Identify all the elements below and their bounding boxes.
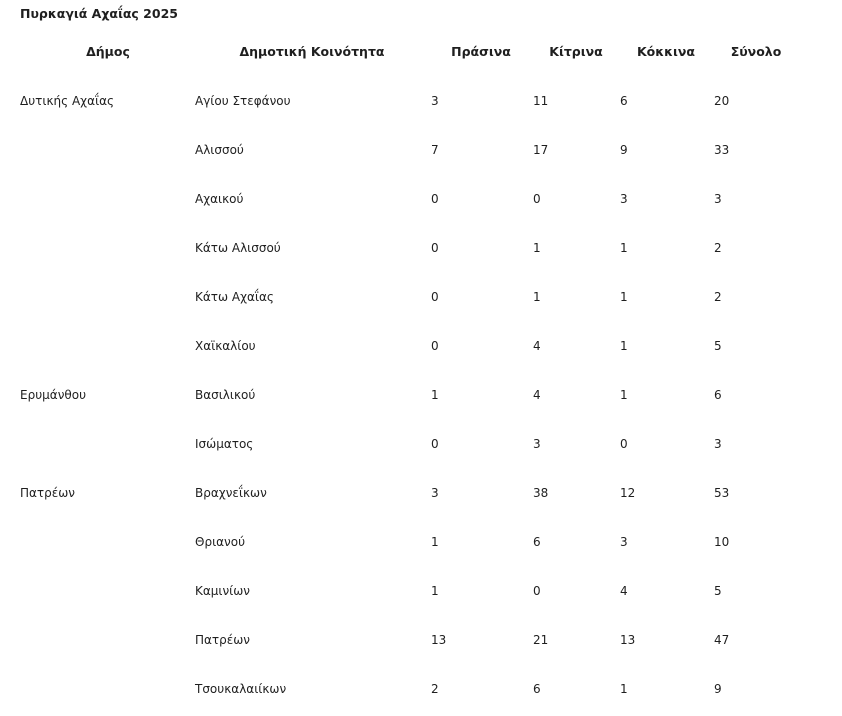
cell-koinotita: Βραχνεΐκων (195, 486, 267, 500)
cell-koinotita: Χαϊκαλίου (195, 339, 256, 353)
cell-kitrina: 6 (533, 682, 541, 696)
cell-kokkina: 13 (620, 633, 636, 647)
cell-kitrina: 4 (533, 339, 541, 353)
cell-prasina: 0 (431, 241, 439, 255)
cell-kitrina: 17 (533, 143, 549, 157)
cell-kitrina: 11 (533, 94, 549, 108)
cell-koinotita: Αχαικού (195, 192, 244, 206)
cell-prasina: 7 (431, 143, 439, 157)
cell-kokkina: 12 (620, 486, 636, 500)
cell-kokkina: 3 (620, 192, 628, 206)
cell-koinotita: Τσουκαλαιίκων (195, 682, 287, 696)
header-kitrina: Κίτρινα (549, 44, 603, 59)
cell-kitrina: 21 (533, 633, 549, 647)
header-kokkina: Κόκκινα (636, 44, 696, 59)
cell-kokkina: 1 (620, 290, 628, 304)
page-title: Πυρκαγιά Αχαΐας 2025 (20, 6, 178, 21)
header-koinotita: Δημοτική Κοινότητα (239, 44, 385, 59)
cell-prasina: 0 (431, 192, 439, 206)
cell-kitrina: 4 (533, 388, 541, 402)
cell-koinotita: Καμινίων (195, 584, 250, 598)
cell-prasina: 1 (431, 535, 439, 549)
cell-kitrina: 0 (533, 584, 541, 598)
cell-kokkina: 1 (620, 388, 628, 402)
header-prasina: Πράσινα (451, 44, 511, 59)
cell-synolo: 9 (714, 682, 722, 696)
cell-prasina: 0 (431, 290, 439, 304)
cell-kitrina: 3 (533, 437, 541, 451)
cell-kokkina: 1 (620, 339, 628, 353)
cell-koinotita: Κάτω Αχαΐας (195, 290, 274, 304)
cell-dimos: Δυτικής Αχαΐας (20, 94, 115, 108)
cell-synolo: 2 (714, 290, 722, 304)
cell-kokkina: 3 (620, 535, 628, 549)
cell-kitrina: 6 (533, 535, 541, 549)
cell-kokkina: 9 (620, 143, 628, 157)
cell-prasina: 2 (431, 682, 439, 696)
cell-synolo: 6 (714, 388, 722, 402)
cell-prasina: 3 (431, 94, 439, 108)
cell-koinotita: Πατρέων (195, 633, 251, 647)
cell-synolo: 3 (714, 192, 722, 206)
cell-synolo: 10 (714, 535, 730, 549)
header-synolo: Σύνολο (730, 44, 782, 59)
cell-synolo: 3 (714, 437, 722, 451)
cell-dimos: Πατρέων (20, 486, 76, 500)
cell-prasina: 3 (431, 486, 439, 500)
cell-koinotita: Αλισσού (195, 143, 244, 157)
cell-synolo: 5 (714, 584, 722, 598)
cell-kitrina: 38 (533, 486, 549, 500)
cell-synolo: 5 (714, 339, 722, 353)
cell-kokkina: 4 (620, 584, 628, 598)
cell-koinotita: Κάτω Αλισσού (195, 241, 281, 255)
cell-prasina: 1 (431, 584, 439, 598)
cell-kitrina: 1 (533, 290, 541, 304)
cell-synolo: 33 (714, 143, 730, 157)
cell-kokkina: 0 (620, 437, 628, 451)
cell-prasina: 1 (431, 388, 439, 402)
cell-koinotita: Θριανού (195, 535, 246, 549)
cell-synolo: 47 (714, 633, 730, 647)
header-dimos: Δήμος (86, 44, 130, 59)
cell-prasina: 13 (431, 633, 447, 647)
cell-koinotita: Βασιλικού (195, 388, 256, 402)
cell-kitrina: 0 (533, 192, 541, 206)
cell-koinotita: Ισώματος (195, 437, 254, 451)
cell-synolo: 53 (714, 486, 730, 500)
cell-synolo: 2 (714, 241, 722, 255)
cell-dimos: Ερυμάνθου (20, 388, 87, 402)
cell-kokkina: 6 (620, 94, 628, 108)
cell-kokkina: 1 (620, 682, 628, 696)
cell-kokkina: 1 (620, 241, 628, 255)
cell-koinotita: Αγίου Στεφάνου (195, 94, 291, 108)
cell-prasina: 0 (431, 437, 439, 451)
cell-synolo: 20 (714, 94, 730, 108)
cell-prasina: 0 (431, 339, 439, 353)
cell-kitrina: 1 (533, 241, 541, 255)
